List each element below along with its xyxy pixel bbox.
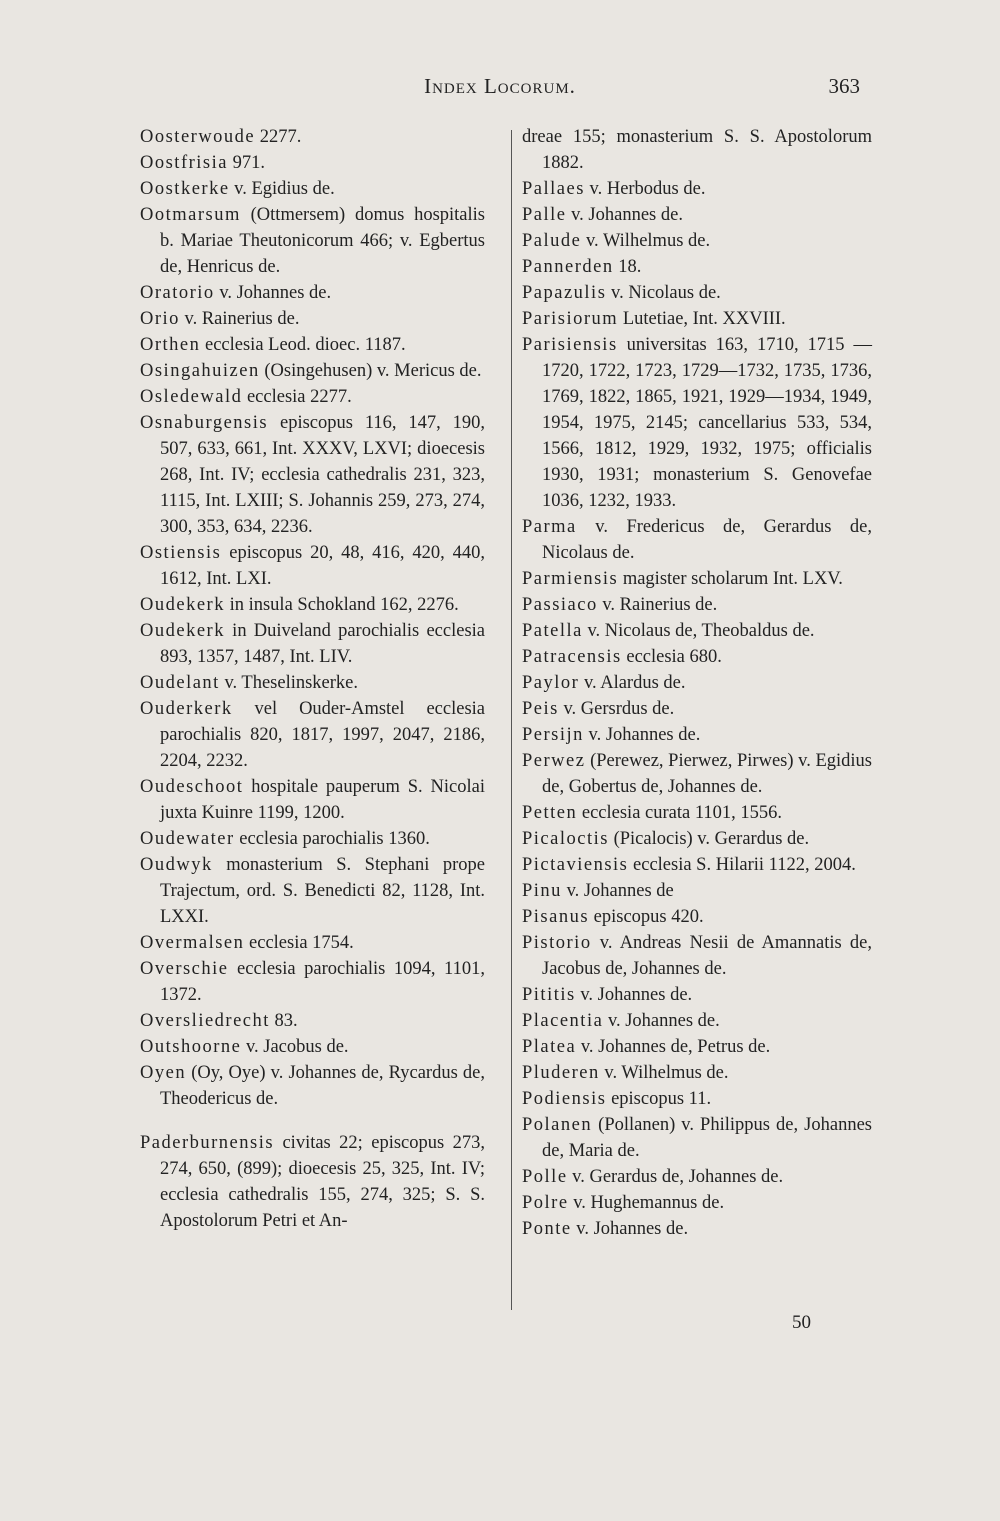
entry-references: v. Egidius de. (229, 179, 335, 199)
index-entry (522, 592, 872, 618)
index-entry (140, 592, 485, 618)
entry-headword: Oversliedrecht (140, 1011, 270, 1031)
index-entry (522, 1216, 872, 1242)
index-entry (140, 150, 485, 176)
entry-headword: Pisanus (522, 907, 590, 927)
entry-references: v. Johannes de. (566, 205, 683, 225)
index-entry (522, 1164, 872, 1190)
entry-references: v. Johannes de. (603, 1011, 720, 1031)
entry-references: v. Nicolaus de, Theobaldus de. (582, 621, 815, 641)
left-column (140, 124, 485, 1234)
entry-references: ecclesia 1754. (244, 933, 354, 953)
index-entry (522, 670, 872, 696)
entry-headword: Osingahuizen (140, 361, 260, 381)
entry-headword: Pluderen (522, 1063, 600, 1083)
entry-references: v. Herbodus de. (584, 179, 706, 199)
entry-references: (Ottmersem) domus hospitalis b. Mariae Theutonicorum 466; v. Egbertus de, Henricus de. (160, 205, 485, 277)
page-number: 363 (828, 74, 860, 98)
index-entry (140, 774, 485, 826)
entry-headword: Peis (522, 699, 559, 719)
index-entry (140, 1060, 485, 1112)
index-entry (522, 254, 872, 280)
entry-references: ecclesia 680. (621, 647, 722, 667)
column-divider (511, 130, 512, 1310)
entry-headword: Outshoorne (140, 1037, 242, 1057)
entry-references: (Picalocis) v. Gerardus de. (608, 829, 810, 849)
entry-headword: Parisiensis (522, 335, 618, 355)
entry-headword: Placentia (522, 1011, 604, 1031)
entry-headword: Parmiensis (522, 569, 619, 589)
entry-headword: Oudewater (140, 829, 235, 849)
entry-headword: Polre (522, 1193, 569, 1213)
entry-references: (Pollanen) v. Philippus de, Johannes de, Maria de. (542, 1115, 872, 1161)
entry-references: in Duiveland parochialis ecclesia 893, 1357, 1487, Int. LIV. (160, 621, 485, 667)
entry-references: ecclesia 2277. (242, 387, 352, 407)
entry-headword: Orio (140, 309, 180, 329)
entry-references: vel Ouder-Amstel ecclesia parochialis 820, 1817, 1997, 2047, 2186, 2204, 2232. (160, 699, 485, 771)
index-entry (522, 826, 872, 852)
entry-references: v. Johannes de. (214, 283, 332, 303)
entry-references: ecclesia parochialis 1094, 1101, 1372. (160, 959, 485, 1005)
index-entry (522, 800, 872, 826)
entry-references: ecclesia Leod. dioec. 1187. (200, 335, 406, 355)
index-entry (522, 618, 872, 644)
entry-references: hospitale pauperum S. Nicolai juxta Kuinre 1199, 1200. (160, 777, 485, 823)
entry-references: v. Wilhelmus de. (581, 231, 711, 251)
entry-headword: Picaloctis (522, 829, 609, 849)
index-entry (140, 124, 485, 150)
entry-references: v. Jacobus de. (241, 1037, 349, 1057)
entry-references: (Oy, Oye) v. Johannes de, Rycardus de, Theodericus de. (160, 1063, 485, 1109)
entry-headword: Osnaburgensis (140, 413, 269, 433)
entry-references: 18. (613, 257, 642, 277)
entry-headword: Pistorio (522, 933, 592, 953)
entry-headword: Patracensis (522, 647, 622, 667)
entry-references: v. Hughemannus de. (568, 1193, 725, 1213)
index-entry (140, 1130, 485, 1234)
entry-references: v. Fredericus de, Gerardus de, Nicolaus de. (542, 517, 872, 563)
entry-references: v. Johannes de. (583, 725, 701, 745)
entry-headword: Parma (522, 517, 577, 537)
entry-references: Lutetiae, Int. XXVIII. (618, 309, 786, 329)
entry-references: episcopus 20, 48, 416, 420, 440, 1612, Int. LXI. (160, 543, 485, 589)
index-entry (522, 176, 872, 202)
entry-headword: Platea (522, 1037, 577, 1057)
entry-references: (Perewez, Pierwez, Pirwes) v. Egidius de, Gobertus de, Johannes de. (542, 751, 872, 797)
entry-references: ecclesia parochialis 1360. (234, 829, 430, 849)
entry-references: dreae 155; monasterium S. S. Apostolorum 1882. (522, 127, 872, 173)
entry-headword: Oudwyk (140, 855, 213, 875)
index-entry (140, 280, 485, 306)
entry-references: episcopus 420. (589, 907, 704, 927)
index-entry (140, 696, 485, 774)
entry-references: 971. (227, 153, 265, 173)
entry-headword: Perwez (522, 751, 586, 771)
index-entry (522, 514, 872, 566)
entry-references: civitas 22; episcopus 273, 274, 650, (899); dioecesis 25, 325, Int. IV; ecclesia cathedralis 155, 274, 325; S. S. Apostolorum Petri et An- (160, 1133, 485, 1231)
index-entry (140, 956, 485, 1008)
entry-headword: Ouderkerk (140, 699, 233, 719)
entry-headword: Podiensis (522, 1089, 607, 1109)
entry-headword: Polle (522, 1167, 568, 1187)
index-entry (140, 332, 485, 358)
index-entry (140, 670, 485, 696)
right-column (522, 124, 872, 1242)
entry-headword: Paylor (522, 673, 580, 693)
entry-headword: Persijn (522, 725, 584, 745)
index-entry (522, 1008, 872, 1034)
index-entry (522, 930, 872, 982)
entry-headword: Oudelant (140, 673, 220, 693)
entry-headword: Orthen (140, 335, 201, 355)
signature-mark: 50 (792, 1312, 811, 1333)
index-entry (140, 826, 485, 852)
index-entry (140, 202, 485, 280)
index-entry (522, 748, 872, 800)
entry-headword: Paderburnensis (140, 1133, 275, 1153)
entry-headword: Papazulis (522, 283, 607, 303)
index-entry (522, 1190, 872, 1216)
index-entry (140, 1008, 485, 1034)
entry-references: v. Johannes de. (575, 985, 693, 1005)
entry-headword: Pinu (522, 881, 562, 901)
entry-headword: Oudekerk (140, 621, 225, 641)
index-entry (522, 332, 872, 514)
index-entry (140, 384, 485, 410)
index-entry (140, 540, 485, 592)
entry-headword: Pallaes (522, 179, 585, 199)
entry-references: v. Gersrdus de. (558, 699, 675, 719)
entry-headword: Ponte (522, 1219, 572, 1239)
index-entry (140, 852, 485, 930)
page-header-title: Index Locorum. (424, 74, 576, 98)
index-entry (522, 228, 872, 254)
entry-references: v. Alardus de. (579, 673, 686, 693)
index-entry (140, 930, 485, 956)
entry-references: v. Rainerius de. (179, 309, 300, 329)
index-entry (522, 1034, 872, 1060)
entry-references: v. Johannes de (561, 881, 674, 901)
entry-references: episcopus 11. (606, 1089, 712, 1109)
entry-headword: Overschie (140, 959, 229, 979)
index-entry (522, 696, 872, 722)
entry-headword: Polanen (522, 1115, 593, 1135)
entry-headword: Oostfrisia (140, 153, 228, 173)
index-entry (522, 1086, 872, 1112)
entry-references: v. Rainerius de. (597, 595, 718, 615)
entry-headword: Oyen (140, 1063, 187, 1083)
entry-headword: Palle (522, 205, 567, 225)
entry-references: episcopus 116, 147, 190, 507, 633, 661, Int. XXXV, LXVI; dioecesis 268, Int. IV; ecclesia cathedralis 231, 323, 1115, Int. LXIII; S. Johannis 259, 273, 274, 300, 353, 634, 2236. (160, 413, 485, 537)
index-entry (522, 202, 872, 228)
entry-headword: Osledewald (140, 387, 243, 407)
index-entry (522, 644, 872, 670)
entry-references: monasterium S. Stephani prope Trajectum, ord. S. Benedicti 82, 1128, Int. LXXI. (160, 855, 485, 927)
index-entry (140, 176, 485, 202)
index-entry (522, 904, 872, 930)
index-entry (140, 618, 485, 670)
entry-headword: Oosterwoude (140, 127, 256, 147)
entry-references: in insula Schokland 162, 2276. (224, 595, 459, 615)
index-entry (522, 280, 872, 306)
index-entry (522, 1060, 872, 1086)
entry-references: v. Gerardus de, Johannes de. (567, 1167, 784, 1187)
entry-references: 2277. (255, 127, 302, 147)
index-entry (140, 410, 485, 540)
index-entry (140, 1034, 485, 1060)
entry-references: 83. (269, 1011, 298, 1031)
entry-headword: Ootmarsum (140, 205, 241, 225)
index-entry (522, 566, 872, 592)
index-entry (522, 306, 872, 332)
entry-headword: Pannerden (522, 257, 614, 277)
entry-headword: Palude (522, 231, 582, 251)
entry-headword: Petten (522, 803, 578, 823)
entry-references: ecclesia curata 1101, 1556. (577, 803, 783, 823)
index-entry (140, 358, 485, 384)
entry-headword: Patella (522, 621, 583, 641)
entry-references: v. Nicolaus de. (606, 283, 721, 303)
index-entry (140, 306, 485, 332)
entry-headword: Oudeschoot (140, 777, 244, 797)
entry-references: v. Johannes de, Petrus de. (576, 1037, 771, 1057)
entry-references: ecclesia S. Hilarii 1122, 2004. (628, 855, 856, 875)
entry-references: v. Theselinskerke. (219, 673, 359, 693)
entry-headword: Passiaco (522, 595, 598, 615)
index-entry (522, 124, 872, 176)
entry-headword: Ostiensis (140, 543, 222, 563)
entry-references: v. Johannes de. (571, 1219, 689, 1239)
entry-headword: Overmalsen (140, 933, 245, 953)
entry-references: v. Wilhelmus de. (599, 1063, 729, 1083)
entry-headword: Oratorio (140, 283, 215, 303)
index-entry (522, 852, 872, 878)
entry-headword: Oudekerk (140, 595, 225, 615)
entry-references: v. Andreas Nesii de Amannatis de, Jacobus de, Johannes de. (542, 933, 872, 979)
entry-references: (Osingehusen) v. Mericus de. (259, 361, 482, 381)
entry-references: universitas 163, 1710, 1715 —1720, 1722, 1723, 1729—1732, 1735, 1736, 1769, 1822, 1865, 1921, 1929—1934, 1949, 1954, 1975, 2145; cancellarius 533, 534, 1566, 1812, 1929, 1932, 1975; officialis 1930, 1931; monasterium S. Genovefae 1036, 1232, 1933. (542, 335, 872, 511)
entry-headword: Oostkerke (140, 179, 230, 199)
index-entry (522, 722, 872, 748)
index-entry (522, 878, 872, 904)
entry-references: magister scholarum Int. LXV. (618, 569, 843, 589)
index-entry (522, 1112, 872, 1164)
entry-headword: Pictaviensis (522, 855, 629, 875)
entry-headword: Pititis (522, 985, 576, 1005)
entry-headword: Parisiorum (522, 309, 619, 329)
index-entry (522, 982, 872, 1008)
